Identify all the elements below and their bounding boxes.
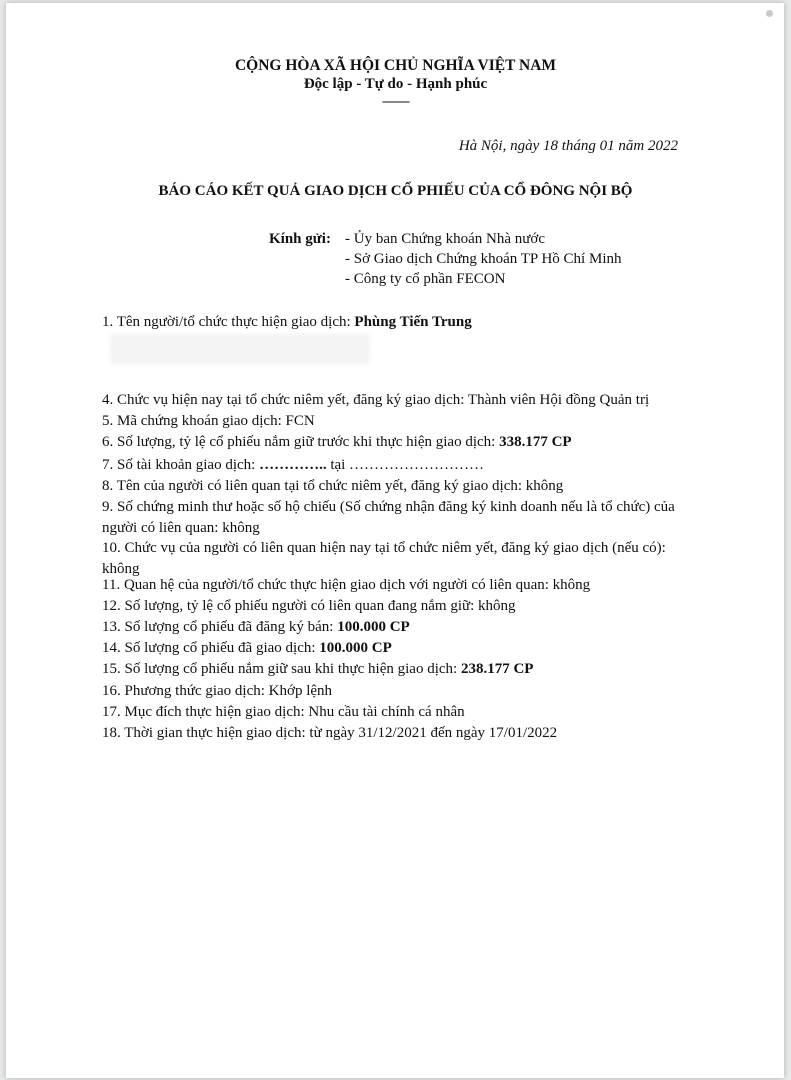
redacted-area <box>110 334 370 364</box>
item-17: 17. Mục đích thực hiện giao dịch: Nhu cầu tài chính cá nhân <box>102 704 465 720</box>
registered-sell: 100.000 CP <box>337 619 410 635</box>
item-7-tail: tại ……………………… <box>326 457 485 473</box>
header-divider: --------- <box>382 94 409 108</box>
item-15 <box>102 659 692 680</box>
item-12: 12. Số lượng, tỷ lệ cổ phiếu người có liên quan đang nắm giữ: không <box>102 598 516 614</box>
item-13 <box>102 617 692 638</box>
trader-name: Phùng Tiến Trung <box>354 314 472 330</box>
addressee-label: Kính gửi: <box>269 231 331 247</box>
item-13-label: 13. Số lượng cổ phiếu đã đăng ký bán: <box>102 619 338 635</box>
item-8: 8. Tên của người có liên quan tại tổ chức niêm yết, đăng ký giao dịch: không <box>102 478 564 494</box>
report-title: BÁO CÁO KẾT QUẢ GIAO DỊCH CỔ PHIẾU CỦA CỔ ĐÔNG NỘI BỘ <box>158 183 633 199</box>
item-6-label: 6. Số lượng, tỷ lệ cổ phiếu nắm giữ trước khi thực hiện giao dịch: <box>102 434 500 450</box>
item-16: 16. Phương thức giao dịch: Khớp lệnh <box>102 683 333 699</box>
addressee-block <box>269 229 621 289</box>
traded-shares: 100.000 CP <box>319 640 392 656</box>
item-6 <box>102 432 692 453</box>
recipient: - Sở Giao dịch Chứng khoán TP Hồ Chí Minh <box>345 251 622 267</box>
item-15-label: 15. Số lượng cổ phiếu nắm giữ sau khi thực hiện giao dịch: <box>102 661 461 677</box>
national-motto: Độc lập - Tự do - Hạnh phúc <box>303 76 488 92</box>
scan-dot <box>766 10 773 17</box>
item-7-label: 7. Số tài khoản giao dịch: <box>102 457 260 473</box>
account-dots: ………….. <box>259 457 327 473</box>
item-4: 4. Chức vụ hiện nay tại tổ chức niêm yết, đăng ký giao dịch: Thành viên Hội đồng Quản trị <box>102 392 650 408</box>
item-14-label: 14. Số lượng cổ phiếu đã giao dịch: <box>102 640 320 656</box>
item-1-label: 1. Tên người/tổ chức thực hiện giao dịch: <box>102 314 355 330</box>
recipient: - Công ty cổ phần FECON <box>345 271 506 287</box>
item-5: 5. Mã chứng khoán giao dịch: FCN <box>102 413 315 429</box>
item-14 <box>102 638 692 659</box>
recipient: - Ủy ban Chứng khoán Nhà nước <box>345 231 545 247</box>
item-7 <box>102 455 692 476</box>
place-date: Hà Nội, ngày 18 tháng 01 năm 2022 <box>458 138 678 154</box>
shares-after: 238.177 CP <box>460 661 534 677</box>
item-10: 10. Chức vụ của người có liên quan hiện nay tại tổ chức niêm yết, đăng ký giao dịch (nếu có): không <box>102 540 666 577</box>
item-11: 11. Quan hệ của người/tổ chức thực hiện giao dịch với người có liên quan: không <box>102 577 591 593</box>
item-9: 9. Số chứng minh thư hoặc số hộ chiếu (Số chứng nhận đăng ký kinh doanh nếu là tổ chức) của người có liên quan: không <box>102 499 675 536</box>
national-title: CỘNG HÒA XÃ HỘI CHỦ NGHĨA VIỆT NAM <box>234 57 557 74</box>
item-18: 18. Thời gian thực hiện giao dịch: từ ngày 31/12/2021 đến ngày 17/01/2022 <box>102 725 558 741</box>
item-1 <box>102 312 692 333</box>
shares-before: 338.177 CP <box>499 434 572 450</box>
